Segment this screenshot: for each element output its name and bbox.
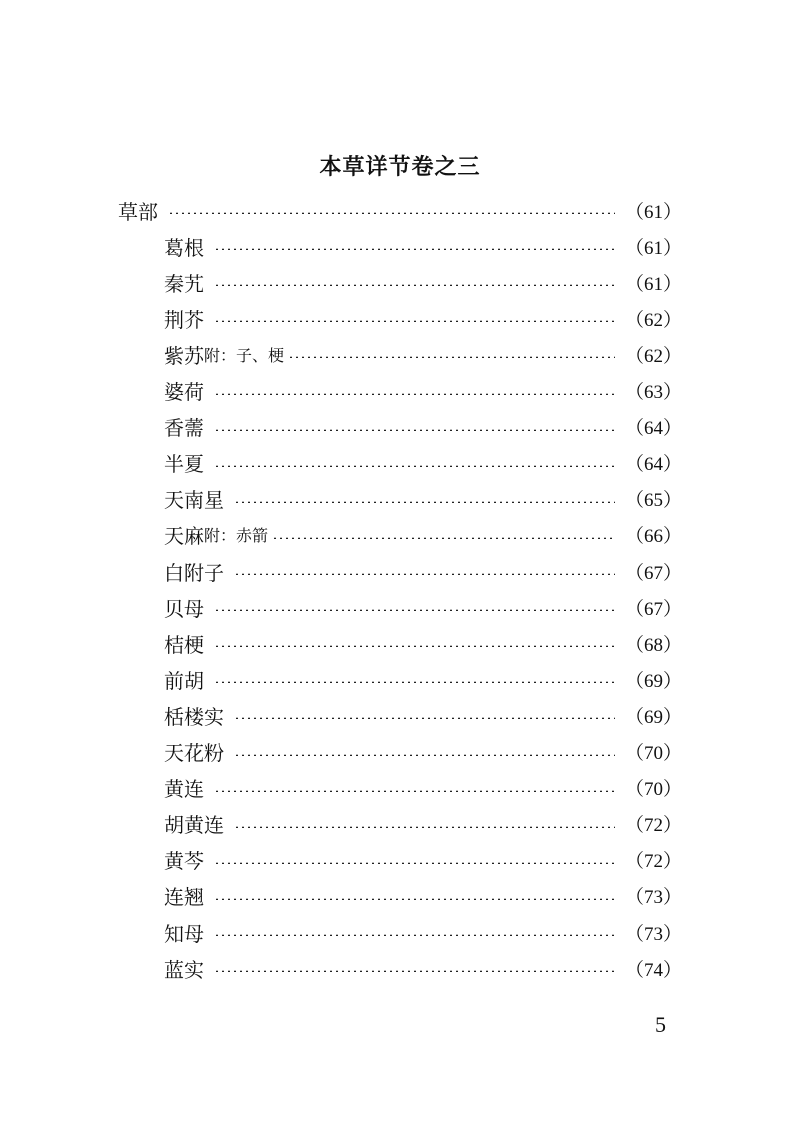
dot-leader — [214, 465, 615, 467]
dot-leader — [214, 284, 615, 286]
toc-entry-name: 荆芥 — [164, 307, 204, 332]
dot-leader — [214, 934, 615, 936]
toc-entry — [164, 914, 682, 950]
dot-leader — [214, 429, 615, 431]
toc-entry — [164, 950, 682, 986]
dot-leader — [214, 898, 615, 900]
toc-entry — [164, 661, 682, 697]
toc-entry-name: 紫苏 — [164, 343, 204, 368]
toc-entry-name: 葛根 — [164, 235, 204, 260]
toc-entry-name: 连翘 — [164, 885, 204, 910]
toc-entry-name: 胡黄连 — [164, 813, 224, 838]
toc-entry-name: 黄连 — [164, 777, 204, 802]
toc-entry-name: 秦艽 — [164, 271, 204, 296]
toc-entry-page: （69） — [624, 670, 682, 692]
toc-entry-page: （64） — [624, 454, 682, 476]
toc-entry — [164, 806, 682, 842]
toc-entry-page: （72） — [624, 815, 682, 837]
toc-entry — [164, 336, 682, 372]
toc-entry-name: 草部 — [118, 199, 158, 224]
dot-leader — [214, 609, 615, 611]
dot-leader — [214, 790, 615, 792]
dot-leader — [234, 826, 615, 828]
toc-entry — [164, 481, 682, 517]
toc-entry-page: （67） — [624, 598, 682, 620]
toc-entry-name: 天麻 — [164, 524, 204, 549]
toc-entry — [164, 842, 682, 878]
toc-entry-page: （66） — [624, 526, 682, 548]
toc-entry-page: （63） — [624, 382, 682, 403]
toc-entry-name: 半夏 — [164, 452, 204, 477]
dot-leader — [214, 645, 615, 647]
toc-entry — [164, 589, 682, 625]
toc-entry-name: 白附子 — [164, 560, 224, 585]
page-title: 本草详节卷之三 — [319, 155, 481, 180]
toc-entry-page: （69） — [624, 706, 682, 728]
toc-entry-page: （65） — [624, 490, 682, 512]
dot-leader — [288, 356, 615, 358]
toc-entry-name: 天南星 — [164, 488, 224, 513]
toc-entry-name: 婆荷 — [164, 380, 204, 404]
dot-leader — [214, 320, 615, 322]
toc-entry-page: （61） — [624, 201, 682, 223]
toc-entry — [164, 553, 682, 589]
toc-entry — [164, 878, 682, 914]
dot-leader — [214, 393, 615, 395]
dot-leader — [214, 970, 615, 972]
toc-entry-page: （70） — [624, 779, 682, 801]
toc-entry-page: （64） — [624, 418, 682, 440]
toc-entry-page: （62） — [624, 345, 682, 367]
toc-entry — [164, 264, 682, 300]
toc-entry-name: 栝楼实 — [164, 704, 224, 729]
toc-entry-name: 前胡 — [164, 668, 204, 693]
toc-entry-page: （70） — [624, 743, 682, 764]
toc-entry — [164, 228, 682, 264]
toc-entry-name: 蓝实 — [164, 957, 204, 982]
toc-entry-page: （61） — [624, 237, 682, 259]
dot-leader — [234, 754, 615, 756]
toc-entry-page: （61） — [624, 273, 682, 295]
toc-entry-page: （74） — [624, 959, 682, 981]
dot-leader — [234, 501, 615, 503]
toc-entry-page: （72） — [624, 851, 682, 873]
toc-entry-note: 附：子、梗 — [204, 345, 285, 365]
toc-entry — [164, 517, 682, 553]
toc-entry — [164, 300, 682, 336]
toc-entry-note: 附：赤箭 — [204, 526, 269, 546]
toc-entry-name: 贝母 — [164, 596, 204, 621]
toc-entry — [164, 625, 682, 661]
toc-entry-name: 香薷 — [164, 416, 204, 441]
toc-entry-name: 知母 — [164, 921, 204, 946]
dot-leader — [272, 537, 615, 539]
toc-entry-page: （73） — [624, 923, 682, 945]
toc-entry-page: （73） — [624, 887, 682, 909]
dot-leader — [214, 681, 615, 683]
toc-entry-page: （68） — [624, 634, 682, 656]
dot-leader — [214, 248, 615, 250]
dot-leader — [168, 212, 615, 214]
toc-entry — [164, 697, 682, 733]
toc-entry — [164, 770, 682, 806]
toc-entry-name: 天花粉 — [164, 741, 224, 765]
toc-entry — [164, 734, 682, 770]
dot-leader — [214, 862, 615, 864]
dot-leader — [234, 717, 615, 719]
dot-leader — [234, 573, 615, 575]
toc-entry-name: 黄芩 — [164, 849, 204, 874]
toc-entry — [164, 373, 682, 409]
toc-entry — [164, 445, 682, 481]
toc-entry — [118, 192, 682, 228]
toc-entry-name: 桔梗 — [164, 632, 204, 657]
page-number: 5 — [655, 1012, 666, 1037]
toc-entry-page: （62） — [624, 309, 682, 331]
toc-entry-page: （67） — [624, 562, 682, 584]
toc-entry — [164, 409, 682, 445]
